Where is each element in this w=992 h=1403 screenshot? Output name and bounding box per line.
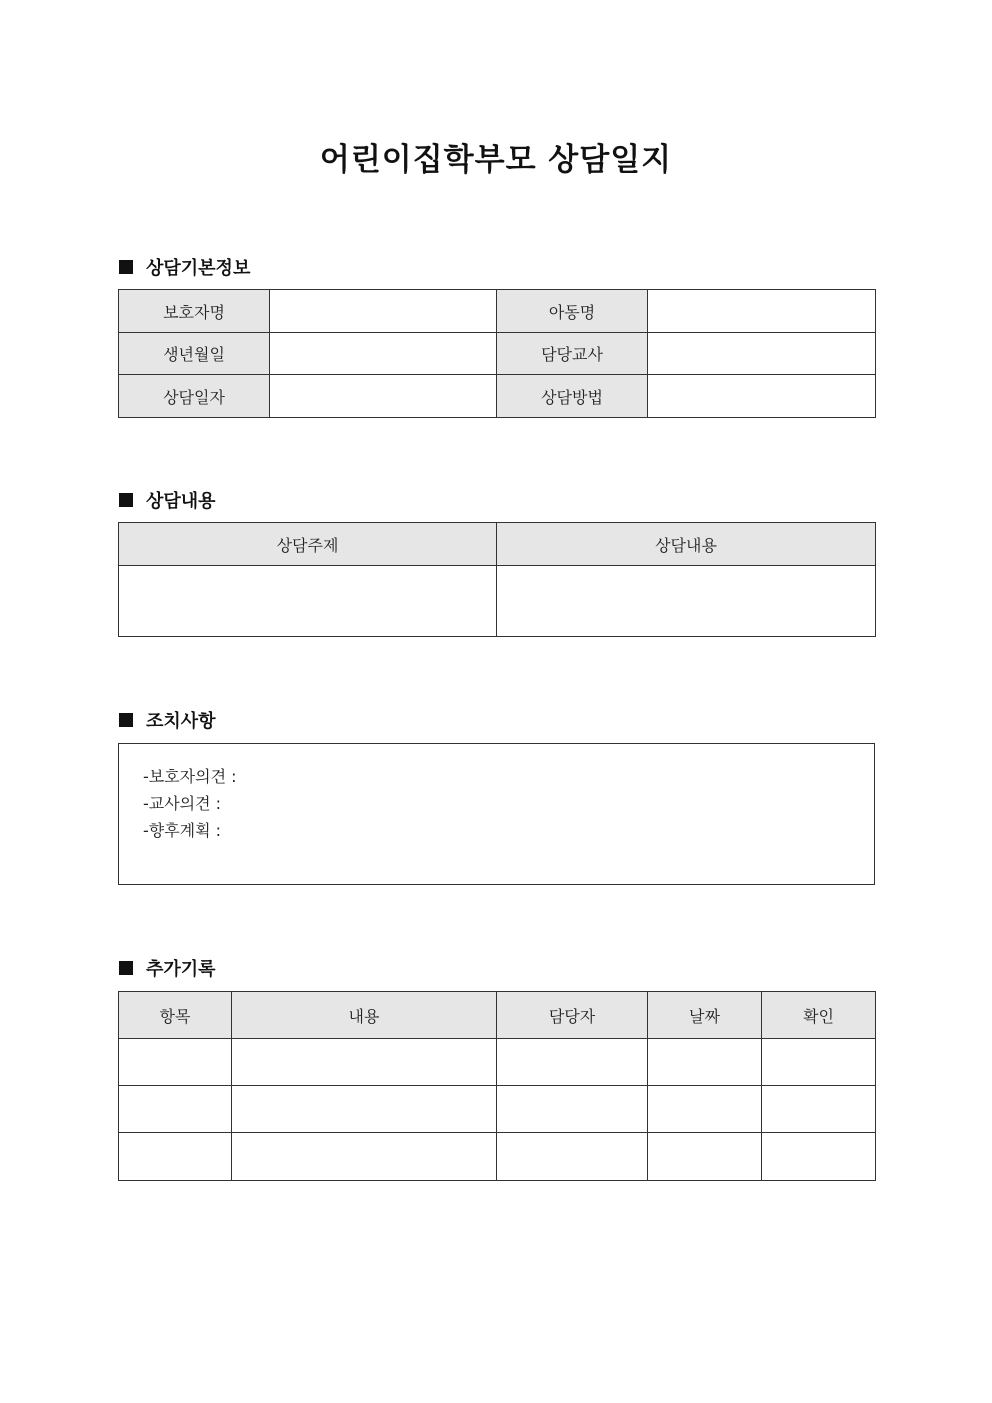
cell-details[interactable] (232, 1086, 497, 1133)
table-row (119, 1133, 876, 1181)
cell-item[interactable] (119, 1133, 232, 1181)
section-heading-label: 상담기본정보 (146, 258, 251, 279)
cell-person[interactable] (497, 1133, 648, 1181)
table-row (119, 375, 876, 418)
header-item: 항목 (119, 992, 232, 1039)
topic-field[interactable] (119, 566, 497, 637)
table-row (119, 1086, 876, 1133)
teacher-field[interactable] (648, 333, 876, 375)
child-name-field[interactable] (648, 290, 876, 333)
cell-confirm[interactable] (762, 1086, 876, 1133)
future-plan-line: -향후계획 : (143, 821, 222, 840)
table-row (119, 523, 876, 566)
cell-item[interactable] (119, 1039, 232, 1086)
square-bullet-icon (119, 260, 133, 274)
label-birth-date: 생년월일 (119, 333, 270, 375)
table-row (119, 290, 876, 333)
label-consult-date: 상담일자 (119, 375, 270, 418)
cell-details[interactable] (232, 1133, 497, 1181)
section-heading-label: 상담내용 (146, 491, 216, 512)
table-row (119, 566, 876, 637)
label-consult-method: 상담방법 (497, 375, 648, 418)
table-row (119, 333, 876, 375)
birth-date-field[interactable] (270, 333, 497, 375)
content-field[interactable] (497, 566, 876, 637)
basic-info-table (118, 289, 876, 418)
cell-person[interactable] (497, 1086, 648, 1133)
consult-date-field[interactable] (270, 375, 497, 418)
section-heading-extra (119, 955, 216, 981)
guardian-opinion-line: -보호자의견 : (143, 767, 237, 786)
consult-content-table (118, 522, 876, 637)
action-notes-box[interactable] (118, 743, 875, 885)
cell-date[interactable] (648, 1133, 762, 1181)
square-bullet-icon (119, 713, 133, 727)
label-teacher: 담당교사 (497, 333, 648, 375)
section-heading-content (119, 487, 216, 513)
section-heading-action (119, 707, 216, 733)
label-guardian-name: 보호자명 (119, 290, 270, 333)
cell-confirm[interactable] (762, 1039, 876, 1086)
section-heading-label: 추가기록 (146, 959, 216, 980)
section-heading-label: 조치사항 (146, 711, 216, 732)
table-row (119, 1039, 876, 1086)
square-bullet-icon (119, 493, 133, 507)
guardian-name-field[interactable] (270, 290, 497, 333)
teacher-opinion-line: -교사의견 : (143, 794, 222, 813)
cell-date[interactable] (648, 1039, 762, 1086)
label-child-name: 아동명 (497, 290, 648, 333)
header-person: 담당자 (497, 992, 648, 1039)
header-date: 날짜 (648, 992, 762, 1039)
header-content: 상담내용 (497, 523, 876, 566)
cell-details[interactable] (232, 1039, 497, 1086)
consult-method-field[interactable] (648, 375, 876, 418)
page-title: 어린이집학부모 상담일지 (319, 142, 673, 178)
section-heading-basic (119, 254, 250, 280)
cell-item[interactable] (119, 1086, 232, 1133)
table-row (119, 992, 876, 1039)
extra-records-table (118, 991, 876, 1181)
cell-person[interactable] (497, 1039, 648, 1086)
header-topic: 상담주제 (119, 523, 497, 566)
cell-date[interactable] (648, 1086, 762, 1133)
square-bullet-icon (119, 961, 133, 975)
header-details: 내용 (232, 992, 497, 1039)
header-confirm: 확인 (762, 992, 876, 1039)
cell-confirm[interactable] (762, 1133, 876, 1181)
